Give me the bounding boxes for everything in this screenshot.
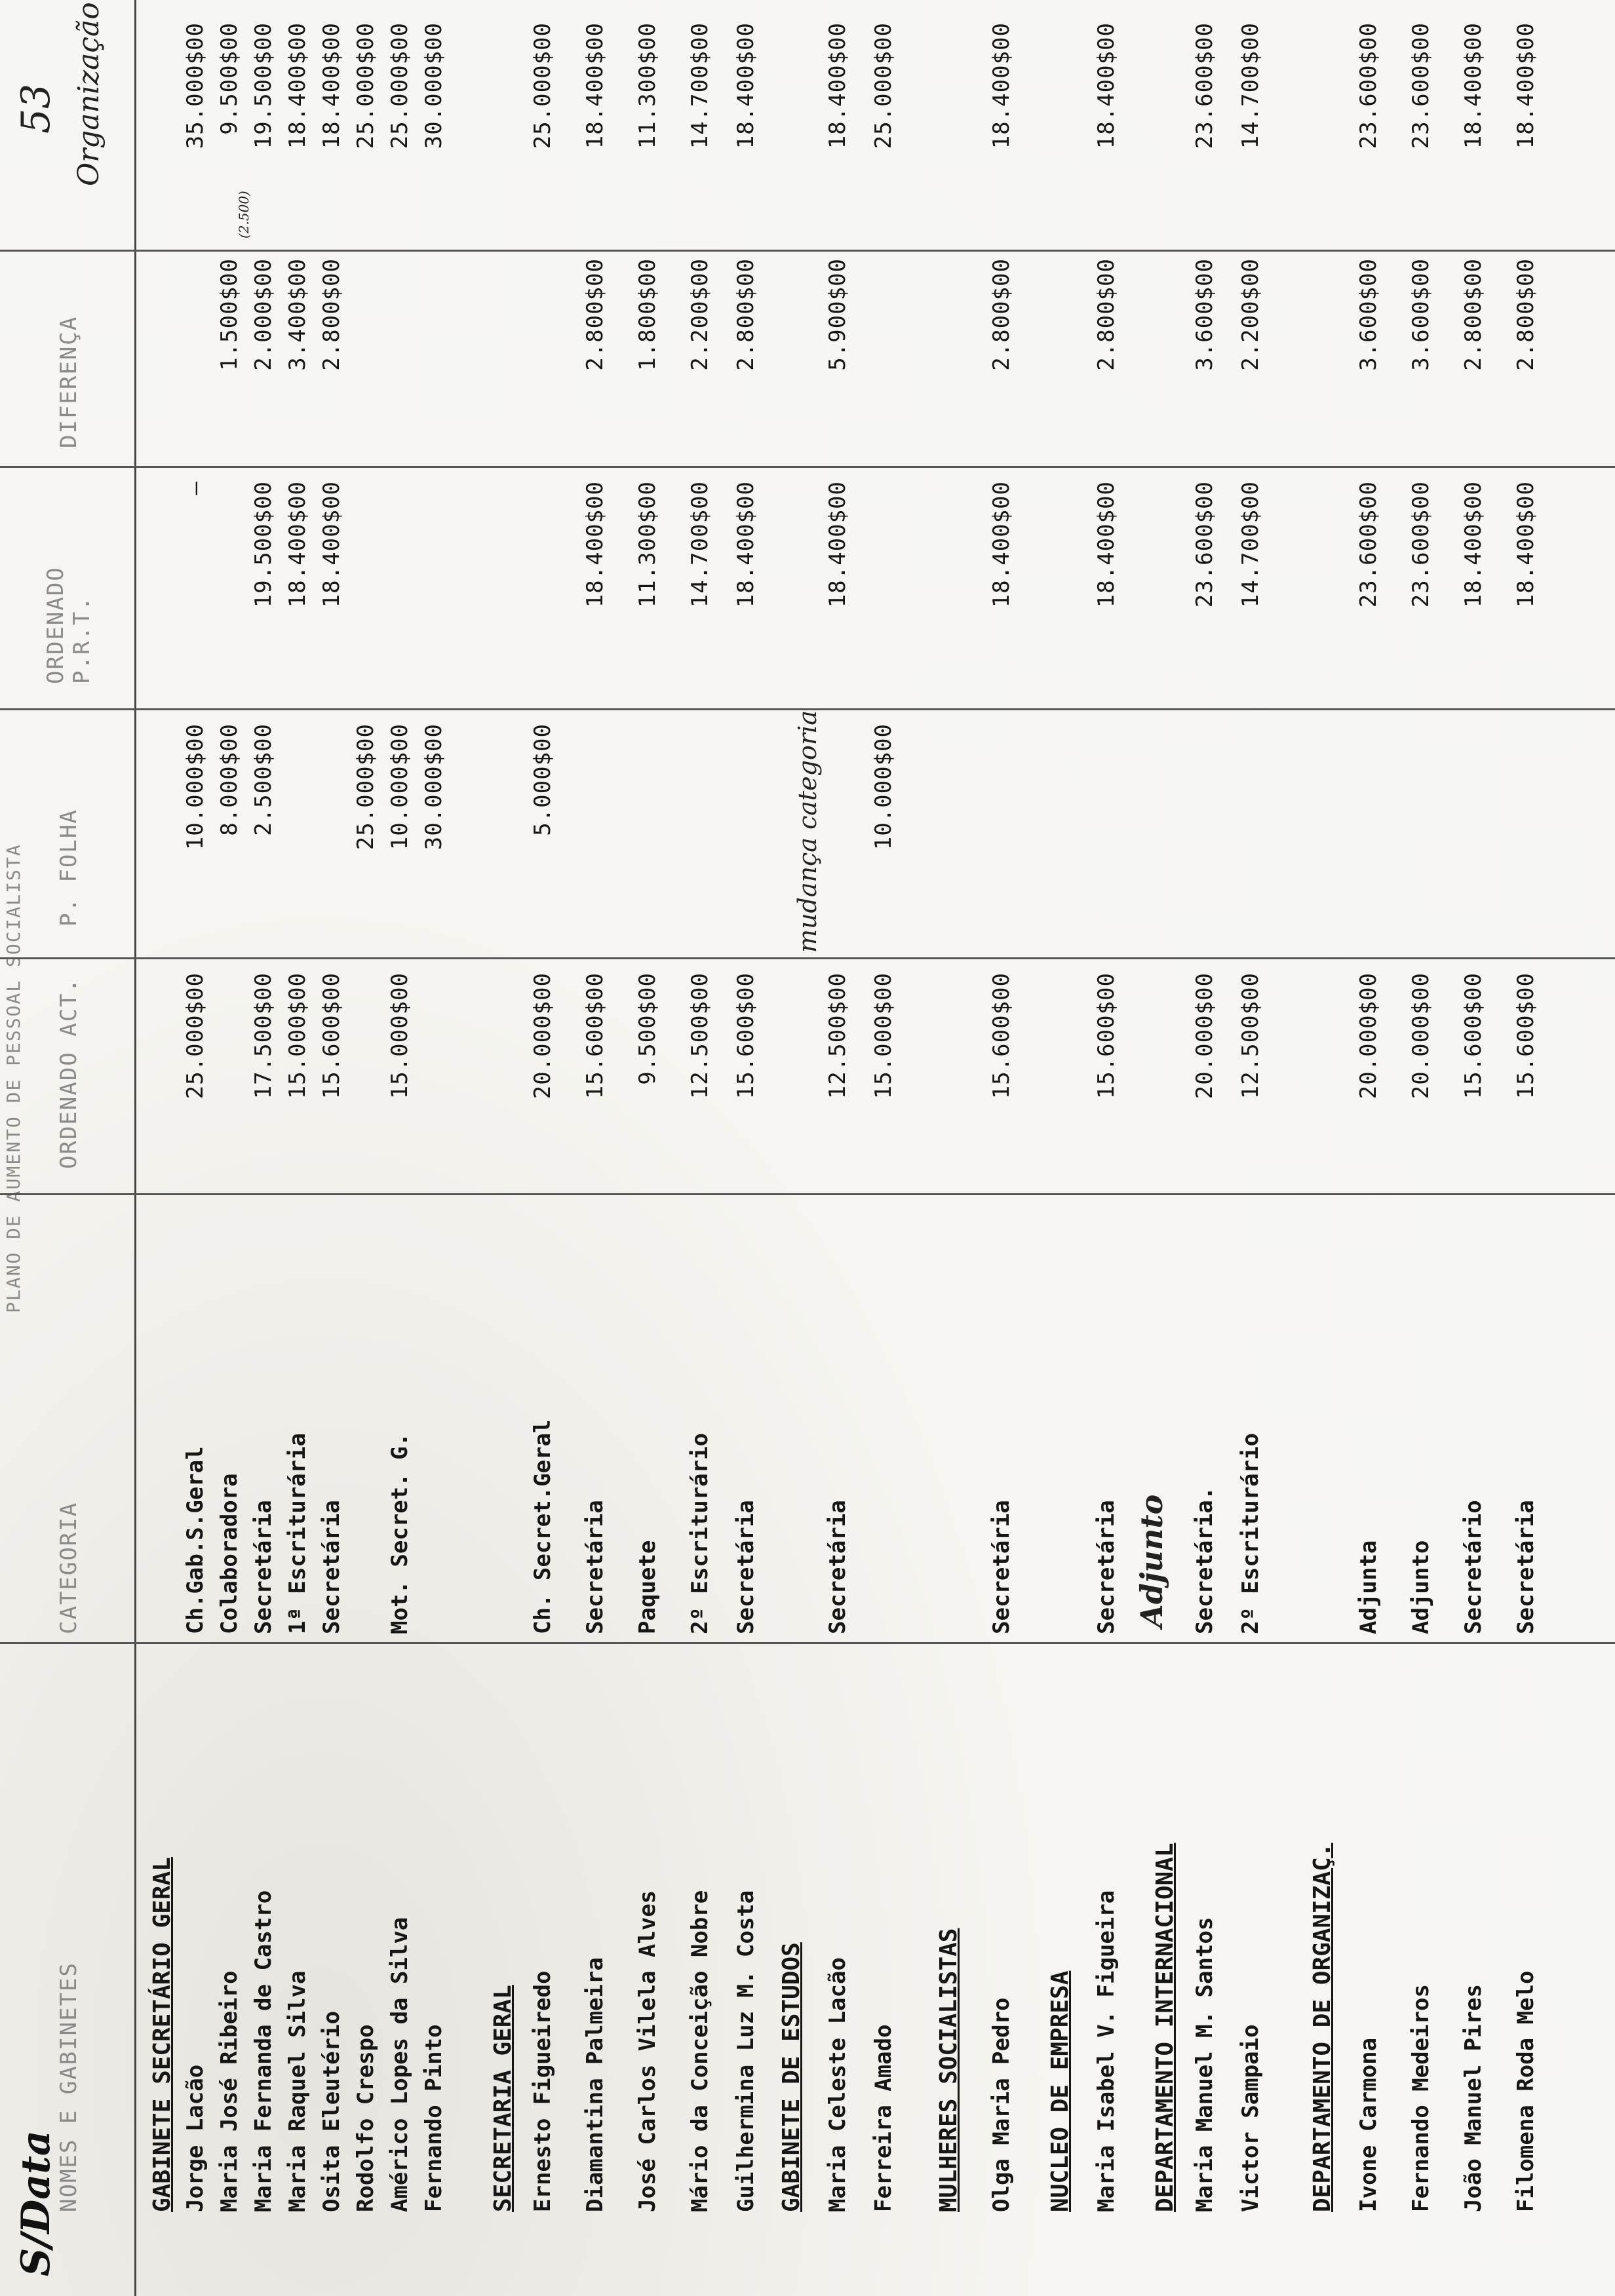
cell-actual: 12.500$00 [1237, 972, 1264, 1100]
cell-org: 23.600$00 [1408, 22, 1434, 149]
cell-prt: 18.400$00 [1513, 481, 1539, 608]
cell-name: Ivone Carmona [1355, 2037, 1382, 2212]
cell-prt: 23.600$00 [1355, 481, 1382, 608]
cell-prt: 18.400$00 [988, 481, 1015, 608]
section-heading: MULHERES SOCIALISTAS [935, 1928, 962, 2212]
cell-actual: 20.000$00 [1355, 972, 1382, 1100]
cell-name: Fernando Medeiros [1408, 1984, 1434, 2212]
cell-diff: 3.400$00 [284, 258, 311, 371]
cell-name: Olga Maria Pedro [988, 1997, 1015, 2212]
cell-org: 14.700$00 [687, 22, 713, 149]
cell-folha: 10.000$00 [870, 723, 897, 851]
cell-prt: 18.400$00 [1093, 481, 1119, 608]
cell-actual: 20.000$00 [530, 972, 556, 1100]
cell-name: Maria Fernanda de Castro [250, 1890, 277, 2212]
cell-org: 18.400$00 [1513, 22, 1539, 149]
cell-actual: 15.600$00 [1513, 972, 1539, 1100]
cell-org: 19.500$00 [250, 22, 277, 149]
cell-org: 18.400$00 [733, 22, 759, 149]
cell-org: 18.400$00 [825, 22, 851, 149]
cell-diff: 2.200$00 [1237, 258, 1264, 371]
column-rule [0, 1642, 1615, 1644]
cell-org: 35.000$00 [182, 22, 208, 149]
cell-prt: 23.600$00 [1408, 481, 1434, 608]
cell-folha: 5.000$00 [530, 723, 556, 836]
cell-prt: 18.400$00 [1460, 481, 1487, 608]
cell-actual: 9.500$00 [634, 972, 661, 1085]
cell-category: Secretária [319, 1500, 345, 1634]
cell-actual: 15.000$00 [284, 972, 311, 1100]
cell-name: Ernesto Figueiredo [530, 1970, 556, 2212]
cell-name: Diamantina Palmeira [582, 1957, 608, 2212]
section-heading: NUCLEO DE EMPRESA [1047, 1970, 1074, 2212]
cell-folha: 30.000$00 [421, 723, 447, 851]
doc-ref: S/Data [13, 2130, 59, 2276]
cell-prt: 18.400$00 [825, 481, 851, 608]
cell-org: 18.400$00 [1093, 22, 1119, 149]
cell-category: Secretária. [1192, 1486, 1218, 1634]
cell-actual: 15.600$00 [733, 972, 759, 1100]
cell-folha: 10.000$00 [387, 723, 413, 851]
cell-name: Fernando Pinto [421, 2024, 447, 2212]
section-heading: GABINETE DE ESTUDOS [778, 1942, 805, 2212]
note-adjunto: Adjunto [1134, 1494, 1169, 1628]
cell-category: Secretária [988, 1500, 1015, 1634]
sheet-title: PLANO DE AUMENTO DE PESSOAL SOCIALISTA [2, 843, 24, 1313]
section-heading: GABINETE SECRETÁRIO GERAL [149, 1857, 176, 2212]
cell-category: Secretária [250, 1500, 277, 1634]
cell-category: Ch. Secret.Geral [530, 1419, 556, 1634]
cell-category: Colaboradora [216, 1473, 243, 1634]
cell-category: Secretária [582, 1500, 608, 1634]
cell-category: Ch.Gab.S.Geral [182, 1446, 208, 1634]
cell-prt: 18.400$00 [582, 481, 608, 608]
cell-category: Secretária [1513, 1500, 1539, 1634]
cell-diff: 1.800$00 [634, 258, 661, 371]
cell-diff: 1.500$00 [216, 258, 243, 371]
cell-category: Secretária [825, 1500, 851, 1634]
cell-actual: 15.600$00 [582, 972, 608, 1100]
cell-diff: 2.800$00 [319, 258, 345, 371]
column-rule [0, 250, 1615, 252]
header-rule [134, 0, 136, 2296]
cell-org: 18.400$00 [1460, 22, 1487, 149]
cell-category: Paquete [634, 1540, 661, 1634]
cell-diff: 2.000$00 [250, 258, 277, 371]
cell-category: Adjunto [1408, 1540, 1434, 1634]
cell-name: Ferreira Amado [870, 2024, 897, 2212]
cell-org: 18.400$00 [319, 22, 345, 149]
cell-diff: 2.800$00 [582, 258, 608, 371]
cell-prt: 23.600$00 [1192, 481, 1218, 608]
col-header-org: Organização [72, 2, 106, 186]
cell-diff: 2.800$00 [733, 258, 759, 371]
cell-name: Maria Celeste Lacão [825, 1957, 851, 2212]
cell-name: Maria Manuel M. Santos [1192, 1917, 1218, 2212]
cell-category: 2º Escriturário [687, 1432, 713, 1634]
cell-name: Maria Raquel Silva [284, 1970, 311, 2212]
cell-org: 18.400$00 [284, 22, 311, 149]
cell-actual: 15.600$00 [319, 972, 345, 1100]
cell-prt: 11.300$00 [634, 481, 661, 608]
cell-org: 11.300$00 [634, 22, 661, 149]
cell-actual: 15.000$00 [870, 972, 897, 1100]
cell-diff: 2.800$00 [1093, 258, 1119, 371]
note-category-change: mudança categoria [793, 710, 822, 953]
col-header-actual: ORDENADO ACT. [56, 977, 82, 1169]
cell-diff: 2.800$00 [988, 258, 1015, 371]
cell-actual: 15.000$00 [387, 972, 413, 1100]
cell-name: José Carlos Vilela Alves [634, 1890, 661, 2212]
cell-prt: — [182, 481, 208, 495]
cell-category: 1ª Escriturária [284, 1432, 311, 1634]
col-header-name: NOMES E GABINETES [56, 1962, 82, 2212]
cell-name: Américo Lopes da Silva [387, 1917, 413, 2212]
cell-prt: 18.400$00 [284, 481, 311, 608]
cell-prt: 18.400$00 [319, 481, 345, 608]
cell-folha: 10.000$00 [182, 723, 208, 851]
cell-category: 2º Escriturário [1237, 1432, 1264, 1634]
col-header-diff: DIFERENÇA [56, 315, 82, 448]
cell-org: 9.500$00 [216, 22, 243, 135]
col-header-prt: ORDENADO P.R.T. [43, 566, 95, 684]
column-rule [0, 957, 1615, 959]
cell-name: Victor Sampaio [1237, 2024, 1264, 2212]
cell-actual: 17.500$00 [250, 972, 277, 1100]
col-header-category: CATEGORIA [56, 1501, 82, 1634]
cell-org: 25.000$00 [387, 22, 413, 149]
cell-diff: 3.600$00 [1408, 258, 1434, 371]
cell-name: Osita Eleutério [319, 2010, 345, 2212]
cell-org: 25.000$00 [530, 22, 556, 149]
cell-folha: 2.500$00 [250, 723, 277, 836]
cell-org: 18.400$00 [988, 22, 1015, 149]
cell-diff: 2.800$00 [1513, 258, 1539, 371]
cell-name: Guilhermina Luz M. Costa [733, 1890, 759, 2212]
cell-diff: 5.900$00 [825, 258, 851, 371]
cell-org: 18.400$00 [582, 22, 608, 149]
cell-diff: 2.800$00 [1460, 258, 1487, 371]
cell-org: 23.600$00 [1355, 22, 1382, 149]
cell-actual: 12.500$00 [825, 972, 851, 1100]
cell-org: 25.000$00 [353, 22, 379, 149]
cell-actual: 20.000$00 [1408, 972, 1434, 1100]
cell-name: Jorge Lacão [182, 2064, 208, 2212]
cell-name: João Manuel Pires [1460, 1984, 1487, 2212]
cell-name: Rodolfo Crespo [353, 2024, 379, 2212]
cell-diff: 3.600$00 [1355, 258, 1382, 371]
cell-org: 30.000$00 [421, 22, 447, 149]
cell-category: Secretária [733, 1500, 759, 1634]
column-rule [0, 1193, 1615, 1195]
cell-prt: 14.700$00 [1237, 481, 1264, 608]
cell-diff: 3.600$00 [1192, 258, 1218, 371]
note-amount: (2.500) [236, 191, 252, 239]
section-heading: DEPARTAMENTO DE ORGANIZAÇ. [1309, 1843, 1336, 2212]
cell-actual: 12.500$00 [687, 972, 713, 1100]
col-header-folha: P. FOLHA [56, 809, 82, 927]
cell-name: Maria Isabel V. Figueira [1093, 1890, 1119, 2212]
cell-category: Secretária [1093, 1500, 1119, 1634]
cell-name: Mário da Conceição Nobre [687, 1890, 713, 2212]
cell-org: 23.600$00 [1192, 22, 1218, 149]
cell-category: Secretário [1460, 1500, 1487, 1634]
cell-diff: 2.200$00 [687, 258, 713, 371]
cell-name: Filomena Roda Melo [1513, 1970, 1539, 2212]
section-heading: DEPARTAMENTO INTERNACIONAL [1152, 1843, 1178, 2212]
cell-org: 25.000$00 [870, 22, 897, 149]
cell-actual: 15.600$00 [1460, 972, 1487, 1100]
page-number: 53 [13, 83, 59, 134]
cell-actual: 20.000$00 [1192, 972, 1218, 1100]
column-rule [0, 466, 1615, 468]
section-heading: SECRETARIA GERAL [490, 1985, 516, 2212]
cell-prt: 19.500$00 [250, 481, 277, 608]
cell-prt: 14.700$00 [687, 481, 713, 608]
cell-prt: 18.400$00 [733, 481, 759, 608]
cell-actual: 15.600$00 [1093, 972, 1119, 1100]
cell-folha: 8.000$00 [216, 723, 243, 836]
cell-org: 14.700$00 [1237, 22, 1264, 149]
cell-name: Maria José Ribeiro [216, 1970, 243, 2212]
cell-actual: 15.600$00 [988, 972, 1015, 1100]
cell-folha: 25.000$00 [353, 723, 379, 851]
cell-category: Mot. Secret. G. [387, 1432, 413, 1634]
cell-actual: 25.000$00 [182, 972, 208, 1100]
cell-category: Adjunta [1355, 1540, 1382, 1634]
